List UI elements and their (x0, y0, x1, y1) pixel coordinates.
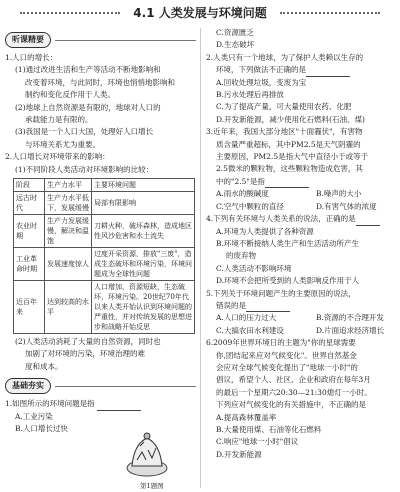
question-text: 环境，下列做法不正确的是 (216, 65, 306, 75)
table-row (14, 248, 195, 281)
table-cell: 达到较高的水平 (45, 281, 92, 334)
option-line: C.资源匮乏 (216, 28, 254, 37)
point-line: 承载能力是有限的。 (25, 115, 93, 125)
page-header (0, 0, 400, 26)
option-line: A.环境为人类提供了各种资源 (216, 226, 314, 236)
table-header: 阶段 (14, 179, 45, 192)
option-line: B.大量使用煤、石油等化石燃料 (216, 425, 322, 434)
option-d: D.有害气体的浓度 (316, 201, 377, 211)
option-row (206, 201, 396, 213)
question-line (206, 64, 396, 76)
question-line (206, 300, 396, 312)
option-a: A.人口的压力过大 (216, 313, 277, 323)
option-a: A.雨水的酸碱度 (216, 189, 269, 199)
point-line: 2.人口增长对环境带来的影响： (5, 152, 110, 162)
point-line: (2)人类活动消耗了大量的自然资源，同时也 (15, 337, 161, 347)
question-line (206, 176, 396, 188)
question-line: 你,团结起来应对气候变化"。世界自然基金 (216, 350, 357, 360)
garbage-pile-illustration (122, 430, 172, 478)
question-line: 主要原因，PM2.5是指大气中直径小于或等于 (216, 152, 369, 162)
option-line: B.人口增长过快 (15, 424, 68, 434)
column-divider (200, 28, 201, 488)
question-line: 会应对全球气候变化提出了"地球一小时"的 (216, 362, 358, 372)
point-line: (1)不同阶段人类活动对环境影响的比较： (15, 164, 154, 174)
option-line: C.响应"地球一小时"倡议 (216, 437, 299, 447)
question-text: 1.如图所示的环境问题是指 (5, 399, 95, 409)
answer-blank[interactable] (265, 179, 309, 188)
question-text: 错误的是 (216, 300, 246, 310)
table-row (14, 192, 195, 215)
table-cell: 远古时代 (14, 192, 45, 215)
option-c: C.空气中颗粒的直径 (216, 201, 284, 211)
table-cell: 发展速度惊人 (45, 248, 92, 281)
question-line (5, 398, 196, 410)
answer-blank[interactable] (356, 217, 380, 226)
question-line: 质含量严重超标，其中PM2.5是天气阴霾的 (216, 139, 361, 149)
option-row (206, 312, 396, 324)
question-line: 的最后一个星期六20:30—21:30熄灯一小时。 (216, 387, 372, 397)
option-b: B.资源的不合理开发 (316, 313, 384, 323)
option-d: D.片面追求经济增长 (316, 325, 385, 335)
answer-blank[interactable] (97, 402, 141, 411)
question-line: 6.2009年世界环境日的主题为"你的星球需要 (206, 338, 356, 348)
option-line: D.生态破坏 (216, 40, 255, 50)
right-column (206, 27, 396, 461)
option-b: B.噪声的大小 (316, 189, 362, 199)
point-line: 与环境关系尤为重要。 (25, 139, 100, 149)
section-heading-2 (5, 376, 196, 396)
figure-caption: 第1题图 (140, 482, 164, 490)
section-rule (55, 40, 196, 41)
point-line: (3)我国是一个人口大国，处理好人口增长 (15, 127, 154, 137)
header-dots-right (280, 12, 380, 15)
point-line: 加剧了对环境的污染，环境治理的难 (25, 349, 145, 359)
table-cell: 近百年来 (14, 281, 45, 334)
option-line: 的废弃物 (226, 251, 256, 261)
table-row (14, 215, 195, 248)
table-cell: 局部有限影响 (92, 192, 195, 215)
point-line: 1.人口的增长： (5, 53, 58, 62)
option-line: A.提高森林覆盖率 (216, 412, 277, 422)
option-line: A.回收处理垃圾，变废为宝 (216, 77, 307, 87)
comparison-table (13, 178, 195, 334)
section-rule (55, 386, 196, 387)
option-row (206, 325, 396, 337)
section-heading-1 (5, 30, 196, 50)
page-title: 4.1 人类发展与环境问题 (133, 6, 267, 20)
question-line: 3.近年来，我国大部分地区"十面霾伏"，有害物 (206, 127, 363, 137)
point-line: 度和成本。 (25, 361, 63, 371)
question-line (206, 399, 396, 411)
table-header: 生产力水平 (45, 179, 92, 192)
section-badge: 基础夯实 (5, 378, 51, 394)
option-line: B.环境不断接纳人类生产和生活活动所产生 (216, 238, 359, 248)
option-line: A.工业污染 (15, 411, 53, 421)
option-line: D.开发新能源，减少使用化石燃料(石油、煤) (216, 114, 365, 124)
point-line: 改变着环境，与此同时，环境也悄悄地影响和 (25, 77, 175, 87)
question-line: 倡议，希望个人、社区、企业和政府在每年3月 (216, 375, 371, 385)
table-header: 主要环境问题 (92, 179, 195, 192)
option-line: D.环境不会把所受到的人类影响反作用于人 (216, 276, 360, 286)
table-cell: 生产力发展缓慢，解决和温饱 (45, 215, 92, 248)
question-line (206, 213, 396, 225)
section-badge: 听课精要 (5, 32, 51, 48)
option-row (206, 188, 396, 200)
question-line: 2.5微米的颗粒物，这些颗粒物造成危害，其 (216, 164, 363, 174)
point-line: 制约和变化反作用于人类。 (25, 90, 115, 100)
table-cell: 生产力水平低下，发展缓慢 (45, 192, 92, 215)
question-text: 4.下列有关环境与人类关系的说法，正确的是 (206, 214, 356, 224)
table-row (14, 281, 195, 334)
question-text: 中的"2.5"是指 (216, 176, 265, 186)
table-cell: 刀耕火种，破坏森林，造成地区性风沙危害和水土流失 (92, 215, 195, 248)
table-cell: 过度开采资源，排放"三废"，造成生态破坏和环境污染，环境问题成为全球性问题 (92, 248, 195, 281)
option-c: C.大搞农田水利建设 (216, 325, 284, 335)
option-line: D.开发新能源 (216, 449, 262, 459)
answer-blank[interactable] (306, 68, 350, 77)
table-header-row (14, 179, 195, 192)
question-line: 5.下列关于环境问题产生的主要原因的说法， (206, 288, 356, 298)
table-cell: 人口增加，资源短缺，生态破坏，环境污染。20世纪70年代以来人类开始认识到环境问题的严重性，并对传统发展的思想进步和战略开始反思 (92, 281, 195, 334)
left-column (5, 27, 196, 436)
option-line: B.污水处理后再排放 (216, 90, 284, 100)
question-text: 下列应对气候变化的有关措施中，不正确的是 (216, 400, 366, 410)
option-line: C.为了提高产量，可大量使用农药、化肥 (216, 102, 352, 112)
answer-blank[interactable] (246, 303, 290, 312)
question-line: 2.人类只有一个地球，为了保护人类赖以生存的 (206, 52, 364, 62)
option-line: C.人类活动不影响环境 (216, 263, 292, 273)
table-cell: 农业时期 (14, 215, 45, 248)
table-cell: 工业革命时期 (14, 248, 45, 281)
point-line: (2)地球上自然资源是有限的，地球对人口的 (15, 102, 161, 112)
point-line: (1)通过改进生活和生产等活动不断地影响和 (15, 65, 161, 75)
